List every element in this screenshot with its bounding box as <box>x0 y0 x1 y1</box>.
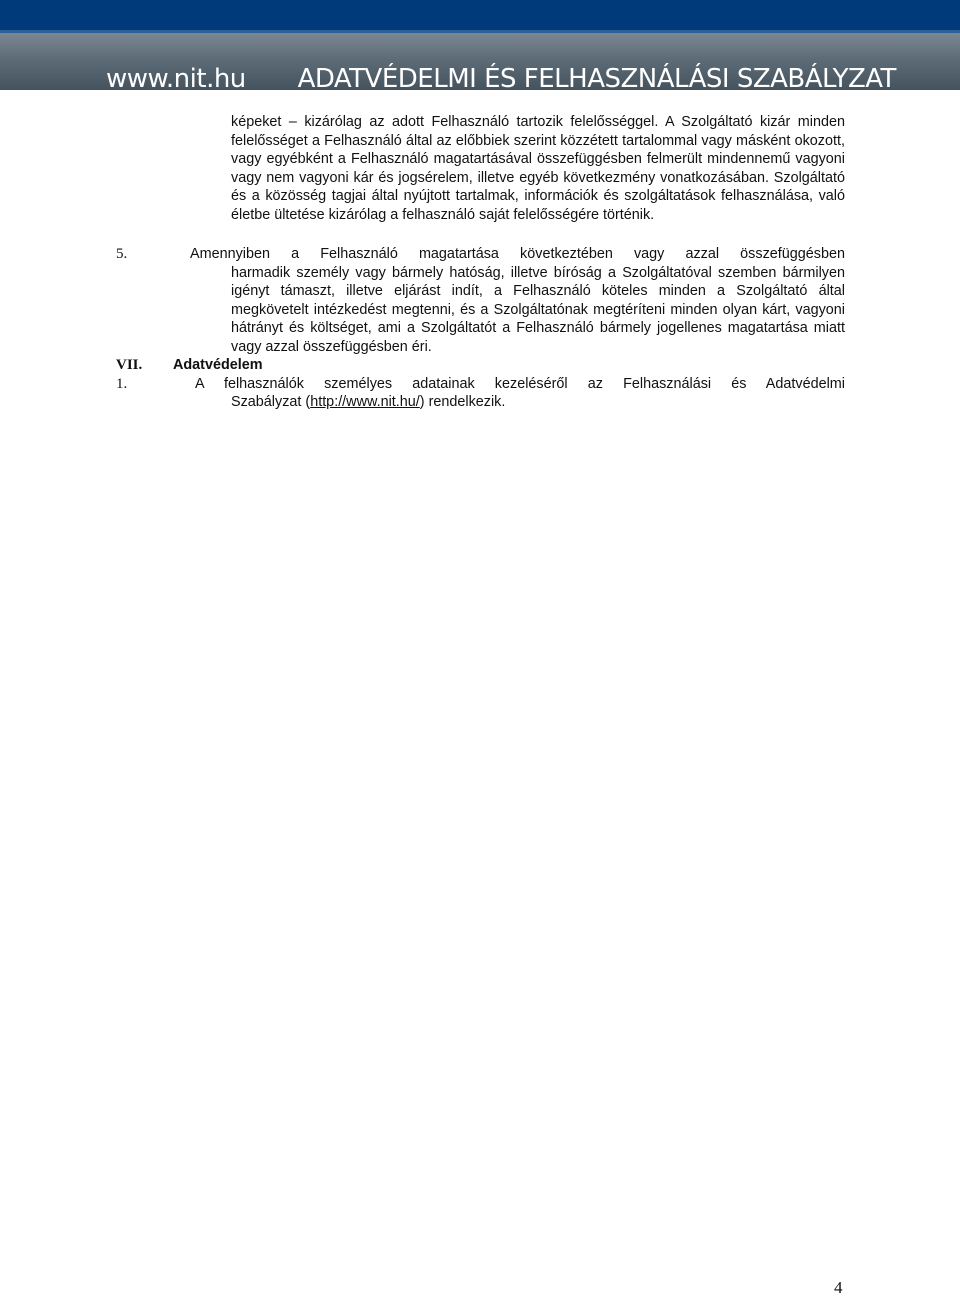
page-number: 4 <box>834 1278 843 1297</box>
page-header <box>0 0 960 90</box>
item-1-first-line: A felhasználók személyes adatainak kezeléséről az Felhasználási és Adatvédelmi <box>195 375 845 392</box>
item-1-second-line <box>231 393 505 412</box>
section-number: VII. <box>116 357 143 373</box>
section-title: Adatvédelem <box>173 357 263 373</box>
item-5-text: harmadik személy vagy bármely hatóság, illetve bíróság a Szolgáltatóval szemben bármilyen igényt támaszt, illetve eljárást indít, a Felhasználó köteles minden a Szolgáltató által megkövetelt intézkedést megtenni, és a Szolgáltatónak megtéríteni minden olyan kárt, vagyoni hátrányt és költséget, ami a Szolgáltatót a Felhasználó bármely jogellenes magatartása miatt vagy azzal összefüggésben éri. <box>231 264 845 355</box>
item-1-number: 1. <box>116 375 128 392</box>
header-title: ADATVÉDELMI ÉS FELHASZNÁLÁSI SZABÁLYZAT <box>297 64 896 90</box>
item-5-number: 5. <box>116 246 128 262</box>
paragraph-continued: képeket – kizárólag az adott Felhasználó tartozik felelősséggel. A Szolgáltató kizár minden felelősséget a Felhasználó által az előbbiek szerint közzétett tartalommal vagy másként okozott, vagy egyébként a Felhasználó magatartásával összefüggésben felmerült mindennemű vagyoni vagy nem vagyoni kár és jogsérelem, illetve egyéb következmény vonatkozásában. Szolgáltató és a közösség tagjai által nyújtott tartalmak, információk és szolgáltatások felhasználása, való életbe ültetése kizárólag a felhasználó saját felelősségére történik. <box>231 114 845 223</box>
item-5-first-line: Amennyiben a Felhasználó magatartása következtében vagy azzal összefüggésben <box>190 246 845 262</box>
item-1-link[interactable]: http://www.nit.hu/ <box>310 394 420 411</box>
header-text <box>106 62 896 90</box>
header-site[interactable]: www.nit.hu <box>106 64 246 90</box>
item-1-suffix: ) rendelkezik. <box>419 394 506 411</box>
item-1-prefix: Szabályzat ( <box>231 394 311 411</box>
